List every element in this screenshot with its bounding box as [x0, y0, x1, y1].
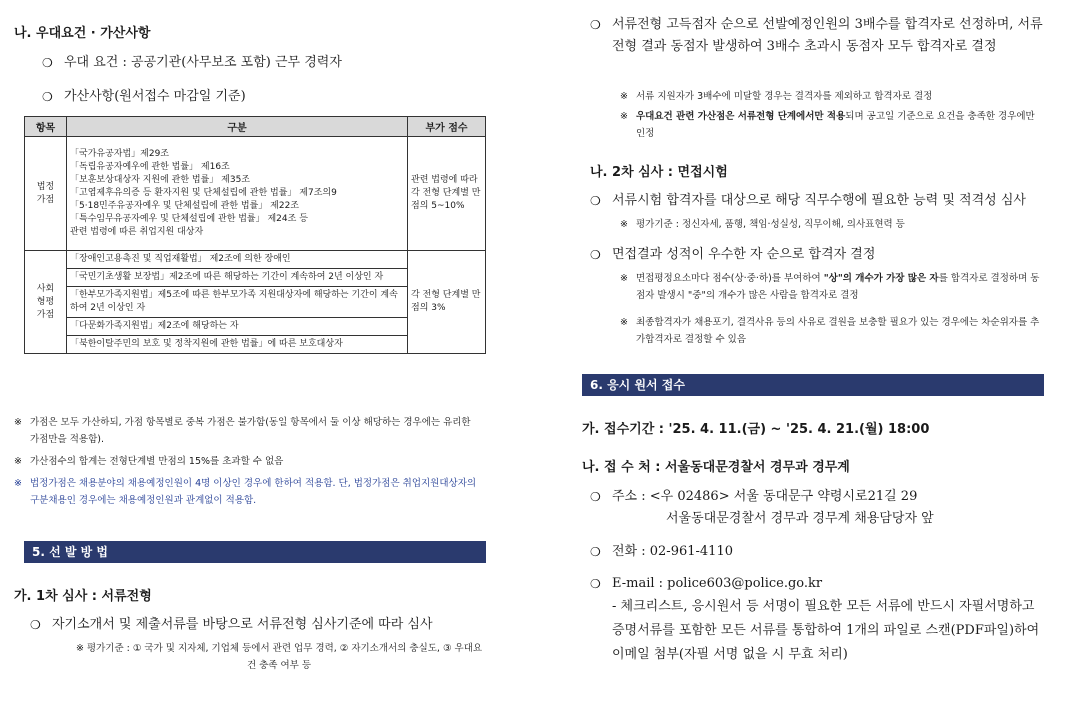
law-item: 「5·18민주유공자예우 및 단체설립에 관한 법률」 제22조 — [70, 201, 299, 211]
section-6-bar: 6. 응시 원서 접수 — [582, 374, 1044, 396]
note-item: ※ 가점은 모두 가산하되, 가점 항목별로 중복 가점은 불가함(동일 항목에서 둘 이상 해당하는 경우에는 유리한 가점만을 적용함). — [14, 417, 471, 445]
law-item: 「특수임무유공자예우 및 단체설립에 관한 법률」 제24조 등 — [70, 214, 308, 224]
stage2-note-2: ※ 면접평정요소마다 점수(상·중·하)를 부여하여 "상"의 개수가 가장 많은 자를 합격자로 결정하며 동점자 발생시 "중"의 개수가 많은 사람을 합격자로 결정 — [620, 273, 1040, 301]
preference-requirement: ❍ 우대 요건 : 공공기관(사무보조 포함) 근무 경력자 — [42, 55, 342, 70]
application-place: 나. 접 수 처 : 서울동대문경찰서 경무과 경무계 — [582, 460, 850, 475]
law-item: 「보훈보상대상자 지원에 관한 법률」 제35조 — [70, 175, 251, 185]
note-item-blue: ※ 법정가점은 채용분야의 채용예정인원이 4명 이상인 경우에 한하여 적용함. 단, 법정가점은 취업지원대상자의 구분채용인 경우에는 채용예정인원과 관계없이 적용함. — [14, 478, 477, 506]
additional-points-heading: ❍ 가산사항(원서접수 마감일 기준) — [42, 89, 246, 104]
section-5-bar: 5. 선 발 방 법 — [24, 541, 486, 563]
social-row: 「국민기초생활 보장법」제2조에 따른 해당하는 기간이 계속하여 2년 이상인 자 — [67, 269, 408, 287]
th-classification: 구분 — [67, 117, 408, 137]
section-preference-heading: 나. 우대요건 · 가산사항 — [14, 26, 151, 41]
stage1-heading: 가. 1차 심사 : 서류전형 — [14, 589, 152, 604]
stage2-bullet-1: ❍ 서류시험 합격자를 대상으로 해당 직무수행에 필요한 능력 및 적격성 심사 — [590, 193, 1026, 208]
law-item: 「고엽제후유의증 등 환자지원 및 단체설립에 관한 법률」 제7조의9 — [70, 188, 337, 198]
social-row: 「한부모가족지원법」제5조에 따른 한부모가족 지원대상자에 해당하는 기간이 계속하여 2년 이상인 자 — [67, 287, 408, 318]
th-points: 부가 점수 — [408, 117, 486, 137]
stage2-bullet-2: ❍ 면접결과 성적이 우수한 자 순으로 합격자 결정 — [590, 247, 876, 262]
stage2-note-3: ※ 최종합격자가 채용포기, 결격사유 등의 사유로 결원을 보충할 필요가 있는 경우에는 차순위자를 추가합격자로 결정할 수 있음 — [620, 317, 1040, 345]
social-row: 「장애인고용촉진 및 직업재활법」 제2조에 의한 장애인 — [67, 251, 408, 269]
address-bullet: ❍ 주소 : <우 02486> 서울 동대문구 약령시로21길 29 — [590, 489, 918, 504]
legal-points-label: 법정 가점 — [25, 137, 67, 251]
note-item: ※ 가산점수의 합계는 전형단계별 만점의 15%를 초과할 수 없음 — [14, 456, 284, 467]
phone-bullet: ❍ 전화 : 02-961-4110 — [590, 544, 733, 559]
legal-laws-cell — [67, 137, 408, 251]
social-points-label: 사회 형평 가점 — [25, 251, 67, 354]
law-item: 「국가유공자법」제29조 — [70, 149, 170, 159]
bonus-notes — [14, 414, 482, 509]
stage1-bullet: ❍ 자기소개서 및 제출서류를 바탕으로 서류전형 심사기준에 따라 심사 — [30, 617, 433, 632]
bonus-points-table — [24, 116, 486, 354]
stage2-heading: 나. 2차 심사 : 면접시험 — [590, 165, 728, 180]
social-points-value: 각 전형 단계별 만점의 3% — [408, 251, 486, 354]
legal-points-value: 관련 법령에 따라 각 전형 단계별 만점의 5~10% — [408, 137, 486, 251]
social-row: 「다문화가족지원법」제2조에 해당하는 자 — [67, 318, 408, 336]
application-period: 가. 접수기간 : '25. 4. 11.(금) ~ '25. 4. 21.(월) 18:00 — [582, 422, 930, 437]
doc-screen-result-bullet: ❍ 서류전형 고득점자 순으로 선발예정인원의 3배수를 합격자로 선정하며, 서류전형 결과 동점자 발생하여 3배수 초과시 동점자 모두 합격자로 결정 — [590, 17, 1043, 54]
top-note-2: ※ 우대요건 관련 가산점은 서류전형 단계에서만 적용되며 공고일 기준으로 요건을 충족한 경우에만 인정 — [620, 111, 1035, 139]
stage2-note-1: ※ 평가기준 : 정신자세, 품행, 책임·성실성, 직무이해, 의사표현력 등 — [620, 219, 905, 230]
social-row: 「북한이탈주민의 보호 및 정착지원에 관한 법률」에 따른 보호대상자 — [67, 336, 408, 354]
stage1-note: ※ 평가기준 : ① 국가 및 지자체, 기업체 등에서 관련 업무 경력, ② 자기소개서의 충실도, ③ 우대요건 충족 여부 등 — [75, 643, 483, 671]
email-note: - 체크리스트, 응시원서 등 서명이 필요한 모든 서류에 반드시 자필서명하고 증명서류를 포함한 모든 서류를 통합하여 1개의 파일로 스캔(PDF파일)하여 이메일 첨부(자필 서명 없을 시 무효 처리) — [612, 599, 1040, 662]
email-bullet: ❍ E-mail : police603@police.go.kr — [590, 576, 823, 591]
top-note-1: ※ 서류 지원자가 3배수에 미달할 경우는 결격자를 제외하고 합격자로 결정 — [620, 91, 933, 102]
th-category: 항목 — [25, 117, 67, 137]
law-item: 관련 법령에 따른 취업지원 대상자 — [70, 227, 204, 237]
address-line-2: 서울동대문경찰서 경무과 경무계 채용담당자 앞 — [666, 511, 934, 526]
law-item: 「독립유공자예우에 관한 법률」 제16조 — [70, 162, 230, 172]
